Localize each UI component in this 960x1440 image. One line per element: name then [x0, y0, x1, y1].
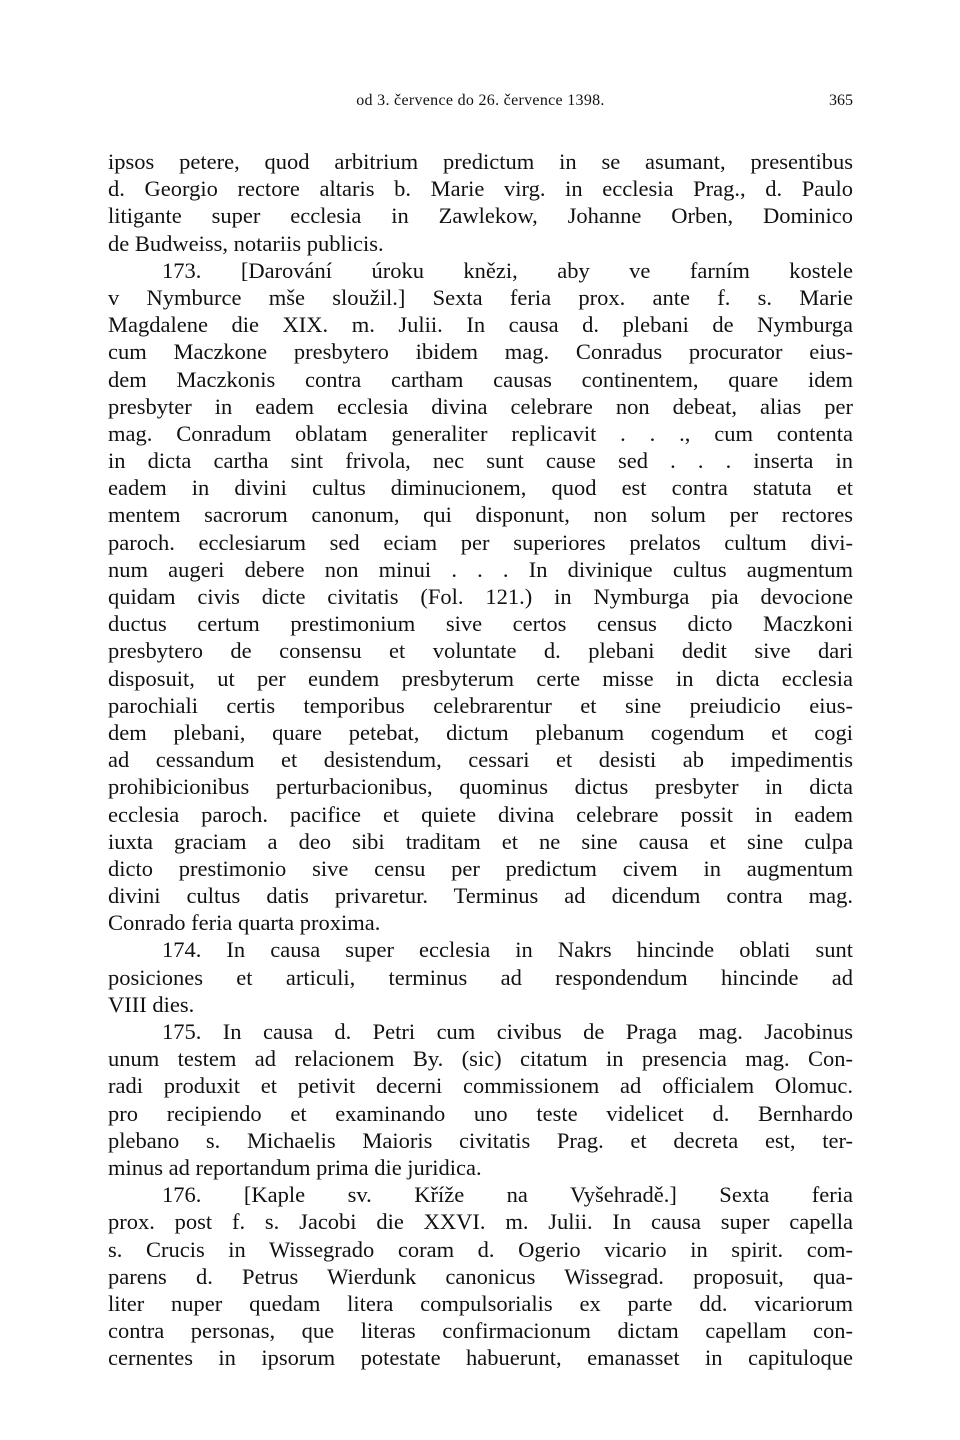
text-line: dem Maczkonis contra cartham causas continentem, quare idem: [108, 366, 853, 392]
text-line: presbyter in eadem ecclesia divina celebrare non debeat, alias per: [108, 393, 853, 419]
text-line: parens d. Petrus Wierdunk canonicus Wissegrad. proposuit, qua-: [108, 1263, 853, 1289]
body-text: [108, 148, 853, 1371]
entry-173-heading-line: 173. [Darování úroku knězi, aby ve farním kostele: [162, 257, 853, 283]
text-line: radi produxit et petivit decerni commissionem ad officialem Olomuc.: [108, 1073, 853, 1099]
text-line: ad cessandum et desistendum, cessari et desisti ab impedimentis: [108, 747, 853, 773]
text-line: divini cultus datis privaretur. Terminus ad dicendum contra mag.: [108, 883, 853, 909]
entry-176-heading-line: 176. [Kaple sv. Kříže na Vyšehradě.] Sexta feria: [162, 1182, 853, 1208]
text-line: prohibicionibus perturbacionibus, quominus dictus presbyter in dicta: [108, 774, 853, 800]
text-line: unum testem ad relacionem By. (sic) citatum in presencia mag. Con-: [108, 1046, 853, 1072]
text-line: paroch. ecclesiarum sed eciam per superiores prelatos cultum divi-: [108, 529, 853, 555]
entry-174-heading-line: 174. In causa super ecclesia in Nakrs hincinde oblati sunt: [162, 937, 853, 963]
text-line: parochiali certis temporibus celebrarentur et sine preiudicio eius-: [108, 692, 853, 718]
text-line: pro recipiendo et examinando uno teste videlicet d. Bernhardo: [108, 1100, 853, 1126]
text-line: ecclesia paroch. pacifice et quiete divina celebrare possit in eadem: [108, 801, 853, 827]
text-line: s. Crucis in Wissegrado coram d. Ogerio vicario in spirit. com-: [108, 1236, 853, 1262]
text-line: minus ad reportandum prima die juridica.: [108, 1154, 482, 1180]
text-line: plebano s. Michaelis Maioris civitatis Prag. et decreta est, ter-: [108, 1127, 853, 1153]
text-line: mentem sacrorum canonum, qui disponunt, non solum per rectores: [108, 502, 853, 528]
text-line: num augeri debere non minui . . . In divinique cultus augmentum: [108, 556, 853, 582]
text-line: ductus certum prestimonium sive certos census dicto Maczkoni: [108, 611, 853, 637]
text-line: liter nuper quedam litera compulsorialis ex parte dd. vicariorum: [108, 1290, 853, 1316]
text-line: d. Georgio rectore altaris b. Marie virg. in ecclesia Prag., d. Paulo: [108, 176, 853, 202]
text-line: contra personas, que literas confirmacionum dictam capellam con-: [108, 1318, 853, 1344]
text-line: presbytero de consensu et voluntate d. plebani dedit sive dari: [108, 638, 853, 664]
text-line: cernentes in ipsorum potestate habuerunt, emanasset in capituloque: [108, 1345, 853, 1371]
text-line: dicto prestimonio sive censu per predictum civem in augmentum: [108, 855, 853, 881]
text-line: Magdalene die XIX. m. Julii. In causa d. plebani de Nymburga: [108, 312, 853, 338]
text-line: cum Maczkone presbytero ibidem mag. Conradus procurator eius-: [108, 339, 853, 365]
text-line: in dicta cartha sint frivola, nec sunt cause sed . . . inserta in: [108, 448, 853, 474]
text-line: VIII dies.: [108, 991, 195, 1017]
text-line: litigante super ecclesia in Zawlekow, Johanne Orben, Dominico: [108, 203, 853, 229]
text-line: de Budweiss, notariis publicis.: [108, 230, 384, 256]
text-line: iuxta graciam a deo sibi traditam et ne sine causa et sine culpa: [108, 828, 853, 854]
text-line: posiciones et articuli, terminus ad respondendum hincinde ad: [108, 964, 853, 990]
text-line: mag. Conradum oblatam generaliter replicavit . . ., cum contenta: [108, 420, 853, 446]
text-line: Conrado feria quarta proxima.: [108, 910, 381, 936]
running-head: [108, 92, 853, 116]
text-line: disposuit, ut per eundem presbyterum certe misse in dicta ecclesia: [108, 665, 853, 691]
page-number: 365: [829, 92, 853, 109]
text-line: v Nymburce mše sloužil.] Sexta feria prox. ante f. s. Marie: [108, 284, 853, 310]
text-line: dem plebani, quare petebat, dictum plebanum cogendum et cogi: [108, 719, 853, 745]
text-line: ipsos petere, quod arbitrium predictum in se asumant, presentibus: [108, 149, 853, 174]
text-line: quidam civis dicte civitatis (Fol. 121.) in Nymburga pia devocione: [108, 584, 853, 609]
running-head-title: od 3. července do 26. července 1398.: [356, 92, 605, 109]
text-line: prox. post f. s. Jacobi die XXVI. m. Julii. In causa super capella: [108, 1209, 853, 1235]
text-line: eadem in divini cultus diminucionem, quod est contra statuta et: [108, 475, 853, 501]
entry-175-heading-line: 175. In causa d. Petri cum civibus de Praga mag. Jacobinus: [162, 1019, 853, 1044]
